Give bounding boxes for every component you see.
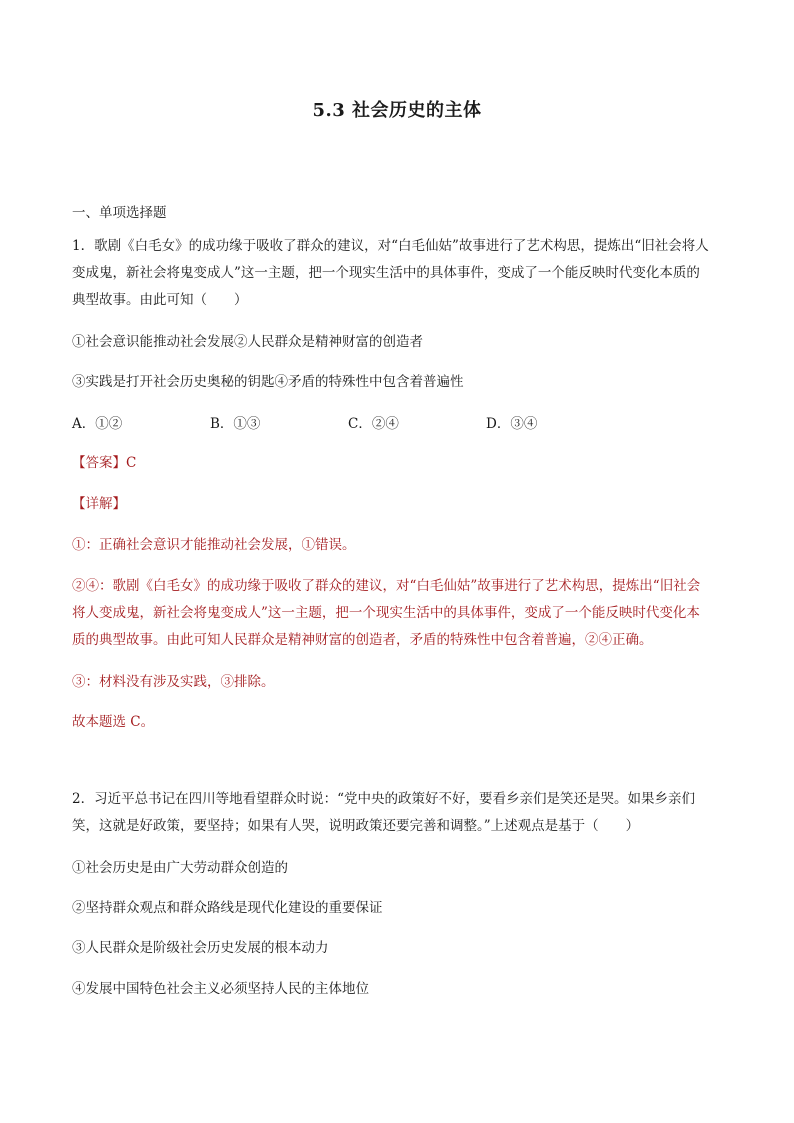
q2-stem-line-2: 笑，这就是好政策，要坚持；如果有人哭，说明政策还要完善和调整。”上述观点是基于（ ） [72, 818, 640, 834]
q1-stem-line-1: 1．歌剧《白毛女》的成功缘于吸收了群众的建议，对“白毛仙姑”故事进行了艺术构思，提炼出“旧社会将人 [72, 238, 709, 254]
q1-conclusion: 故本题选 C。 [72, 714, 155, 730]
detail-label: 【详解】 [72, 496, 126, 512]
q2-stem-line-1: 2．习近平总书记在四川等地看望群众时说：“党中央的政策好不好，要看乡亲们是笑还是哭。如果乡亲们 [72, 791, 695, 807]
answer-label: 【答案】 [72, 455, 126, 471]
q1-stem-line-3: 典型故事。由此可知（ ） [72, 292, 248, 308]
answer-value: C [126, 455, 137, 471]
q1-option-d: D．③④ [486, 416, 538, 432]
q1-stem-line-2: 变成鬼，新社会将鬼变成人”这一主题，把一个现实生活中的具体事件，变成了一个能反映时代变化本质的 [72, 265, 700, 281]
q1-option-a: A．①② [72, 416, 123, 432]
q1-detail-line-4: 质的典型故事。由此可知人民群众是精神财富的创造者，矛盾的特殊性中包含着普遍，②④正确。 [72, 632, 653, 648]
q1-detail-line-5: ③：材料没有涉及实践，③排除。 [72, 674, 275, 690]
q1-answer [72, 453, 732, 473]
q1-option-b: B．①③ [210, 416, 261, 432]
q1-options [72, 412, 732, 432]
q1-detail-line-1: ①：正确社会意识才能推动社会发展，①错误。 [72, 537, 356, 553]
document-title: 5.3 社会历史的主体 [312, 100, 482, 121]
q1-item-line-1: ①社会意识能推动社会发展②人民群众是精神财富的创造者 [72, 334, 423, 350]
q1-option-c: C．②④ [348, 416, 399, 432]
q1-detail-line-2: ②④：歌剧《白毛女》的成功缘于吸收了群众的建议，对“白毛仙姑”故事进行了艺术构思，提炼出“旧社会 [72, 578, 701, 594]
q2-item-line-3: ③人民群众是阶级社会历史发展的根本动力 [72, 940, 329, 956]
q1-detail-line-3: 将人变成鬼，新社会将鬼变成人”这一主题，把一个现实生活中的具体事件，变成了一个能反映时代变化本 [72, 605, 700, 621]
q2-item-line-1: ①社会历史是由广大劳动群众创造的 [72, 860, 288, 876]
q2-item-line-2: ②坚持群众观点和群众路线是现代化建设的重要保证 [72, 900, 383, 916]
q1-item-line-2: ③实践是打开社会历史奥秘的钥匙④矛盾的特殊性中包含着普遍性 [72, 374, 464, 390]
section-heading: 一、单项选择题 [72, 205, 167, 221]
q2-item-line-4: ④发展中国特色社会主义必须坚持人民的主体地位 [72, 981, 369, 997]
